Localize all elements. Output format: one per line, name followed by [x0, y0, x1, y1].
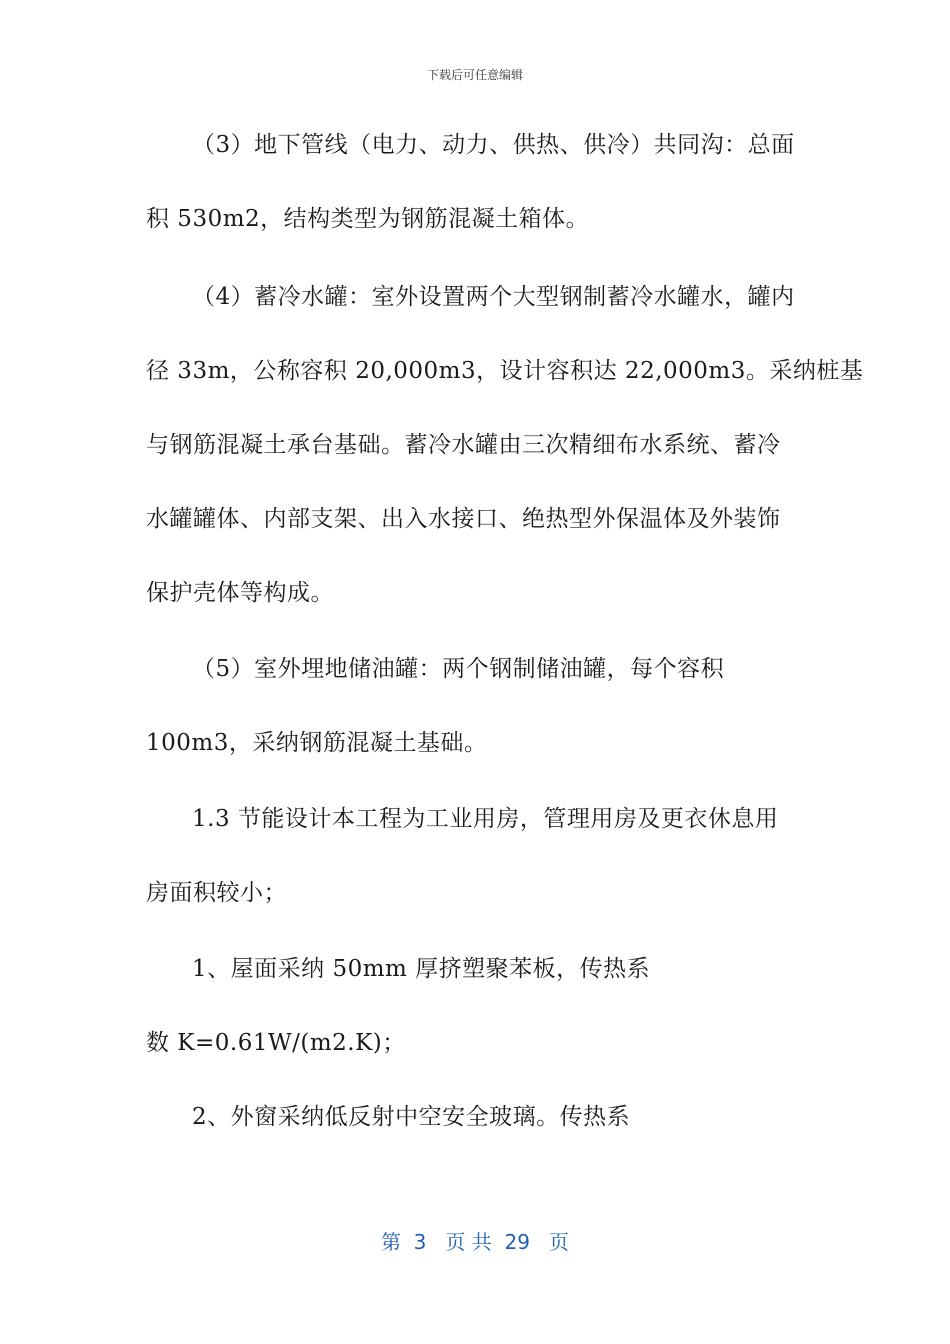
paragraph-line: 径 33m，公称容积 20,000m3，设计容积达 22,000m3。采纳桩基: [146, 358, 864, 384]
paragraph-line: （5）室外埋地储油罐：两个钢制储油罐，每个容积: [192, 656, 725, 682]
paragraph-line: 与钢筋混凝土承台基础。蓄冷水罐由三次精细布水系统、蓄冷: [146, 432, 781, 458]
paragraph-line: （4）蓄冷水罐：室外设置两个大型钢制蓄冷水罐水，罐内: [192, 284, 795, 310]
paragraph-line: 1、屋面采纳 50mm 厚挤塑聚苯板，传热系: [192, 956, 651, 982]
page-number-footer: 第 3 页 共 29 页: [380, 1230, 570, 1254]
paragraph-line: 2、外窗采纳低反射中空安全玻璃。传热系: [192, 1104, 631, 1130]
paragraph-line: 房面积较小；: [146, 880, 287, 906]
paragraph-line: 100m3，采纳钢筋混凝土基础。: [146, 730, 488, 756]
paragraph-line: 保护壳体等构成。: [146, 580, 334, 606]
header-note: 下载后可任意编辑: [426, 68, 523, 82]
paragraph-line: 数 K=0.61W/(m2.K)；: [146, 1030, 406, 1056]
paragraph-line: （3）地下管线（电力、动力、供热、供冷）共同沟：总面: [192, 132, 795, 158]
paragraph-line: 1.3 节能设计本工程为工业用房，管理用房及更衣休息用: [192, 806, 779, 832]
paragraph-line: 水罐罐体、内部支架、出入水接口、绝热型外保温体及外装饰: [146, 506, 781, 532]
paragraph-line: 积 530m2，结构类型为钢筋混凝土箱体。: [146, 206, 590, 232]
